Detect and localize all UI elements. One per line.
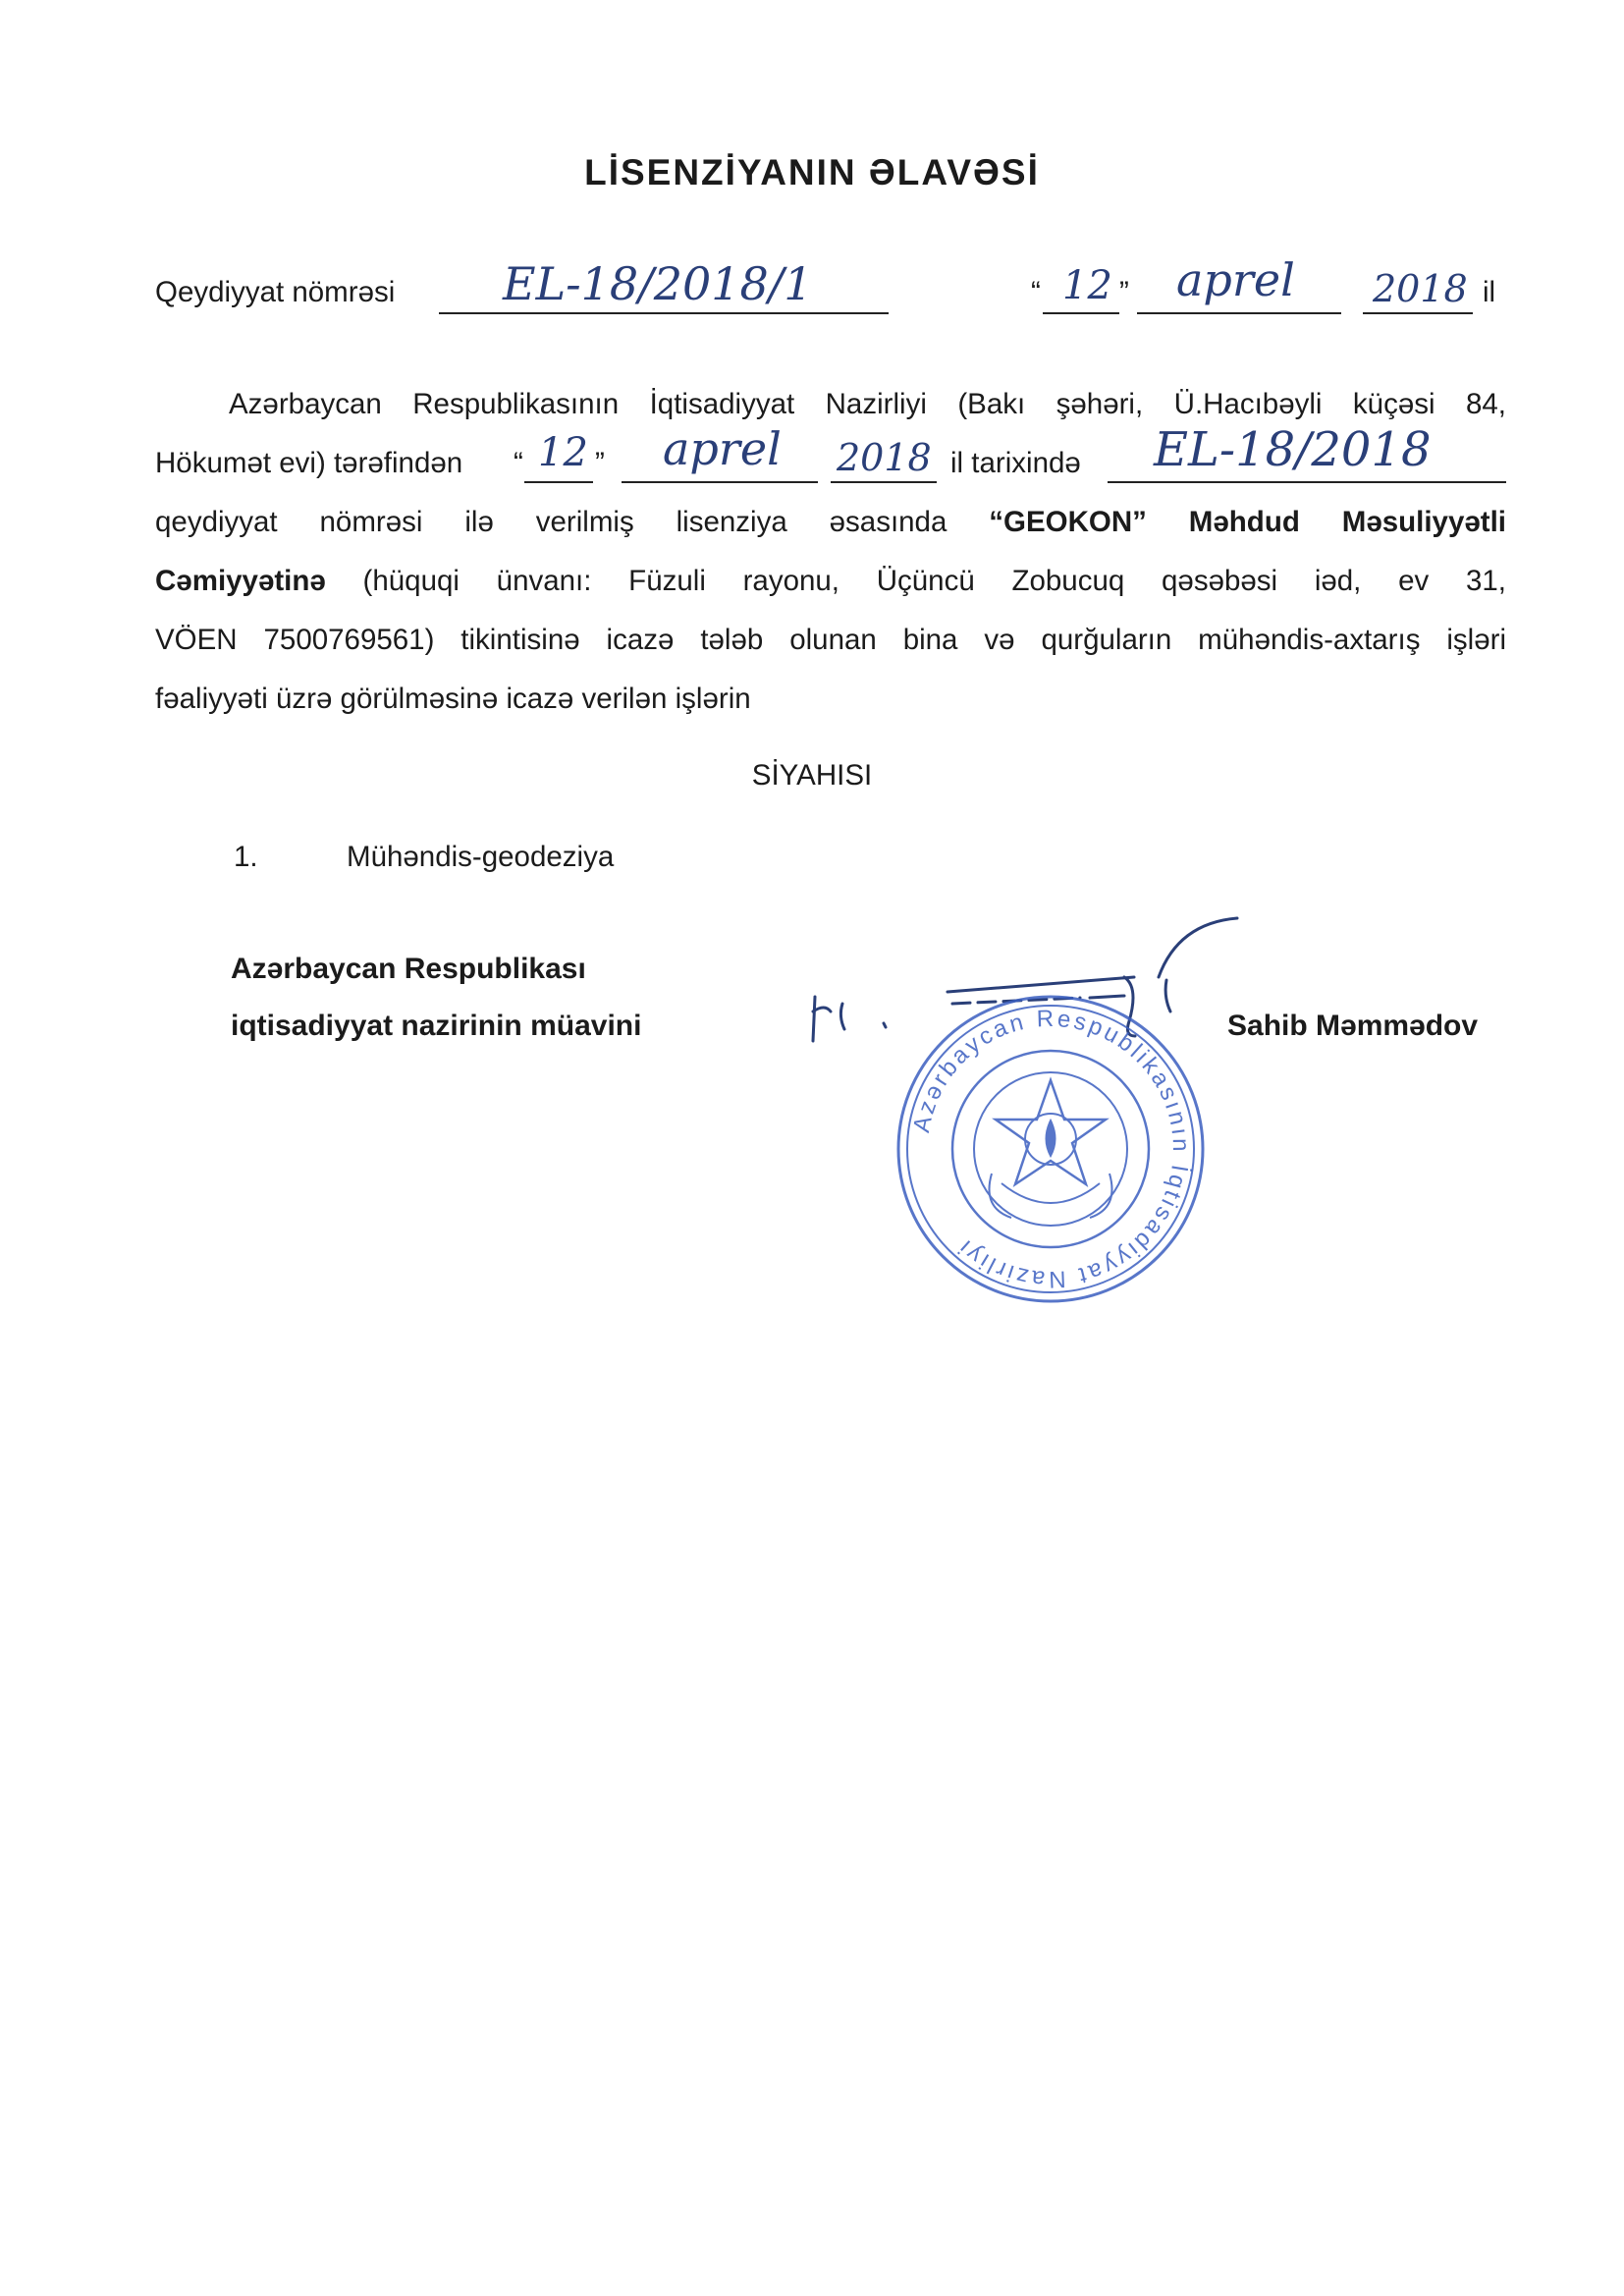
paragraph-il-tarixinde: il tarixində — [950, 447, 1081, 479]
day-underline-2 — [524, 481, 593, 483]
signatory-position-line-1: Azərbaycan Respublikası — [231, 953, 586, 985]
paragraph-line-4-rest: (hüquqi ünvanı: Füzuli rayonu, Üçüncü Zobucuq qəsəbəsi iəd, ev 31, — [362, 565, 1506, 597]
paragraph-line-3-prefix: qeydiyyat nömrəsi ilə verilmiş lisenziya əsasında — [155, 506, 947, 538]
company-name-part-2: Cəmiyyətinə — [155, 565, 326, 597]
document-title: LİSENZİYANIN ƏLAVƏSİ — [584, 152, 1040, 192]
month-underline — [1137, 312, 1341, 314]
list-item-text: Mühəndis-geodeziya — [347, 841, 615, 873]
paragraph-line-4 — [155, 552, 1506, 611]
official-stamp — [884, 982, 1218, 1316]
paragraph-line-5: VÖEN 7500769561) tikintisinə icazə tələb olunan bina və qurğuların mühəndis-axtarış işləri — [155, 624, 1506, 656]
registration-year-handwritten: 2018 — [1373, 267, 1468, 310]
year-underline — [1363, 312, 1473, 314]
paragraph-line-2-prefix: Hökumət evi) tərəfindən — [155, 447, 463, 479]
month-underline-2 — [622, 481, 818, 483]
list-item-number: 1. — [234, 841, 258, 873]
registration-number-handwritten: EL-18/2018/1 — [503, 257, 813, 310]
quote-open-2: “ — [514, 447, 523, 479]
number-underline-2 — [1108, 481, 1506, 483]
paragraph-day-handwritten: 12 — [538, 430, 588, 475]
day-underline — [1043, 312, 1119, 314]
paragraph-line-3 — [155, 493, 1506, 552]
year-underline-2 — [831, 481, 937, 483]
signatory-name: Sahib Məmmədov — [1227, 1010, 1479, 1042]
paragraph-line-6: fəaliyyəti üzrə görülməsinə icazə verilən işlərin — [155, 683, 751, 715]
paragraph-number-handwritten: EL-18/2018 — [1154, 422, 1432, 477]
list-heading: SİYAHISI — [751, 759, 873, 792]
company-name-part-1: “GEOKON” Məhdud Məsuliyyətli — [989, 506, 1506, 538]
quote-close-2: ” — [595, 447, 605, 479]
quote-open: “ — [1031, 276, 1041, 308]
quote-close: ” — [1119, 276, 1129, 308]
registration-day-handwritten: 12 — [1062, 263, 1112, 308]
paragraph-line-1: Azərbaycan Respublikasının İqtisadiyyat Nazirliyi (Bakı şəhəri, Ü.Hacıbəyli küçəsi 84, — [229, 388, 1506, 420]
year-suffix: il — [1483, 276, 1496, 308]
paragraph-year-handwritten: 2018 — [837, 436, 932, 479]
registration-label: Qeydiyyat nömrəsi — [155, 276, 396, 308]
paragraph-month-handwritten: aprel — [663, 422, 782, 475]
signatory-position-line-2: iqtisadiyyat nazirinin müavini — [231, 1010, 642, 1042]
signatory-position — [231, 941, 641, 1055]
stamp-ring-text: Azərbaycan Respublikasının İqtisadiyyat Nazirliyi — [908, 1005, 1195, 1293]
registration-month-handwritten: aprel — [1176, 253, 1295, 306]
registration-number-underline — [439, 312, 889, 314]
